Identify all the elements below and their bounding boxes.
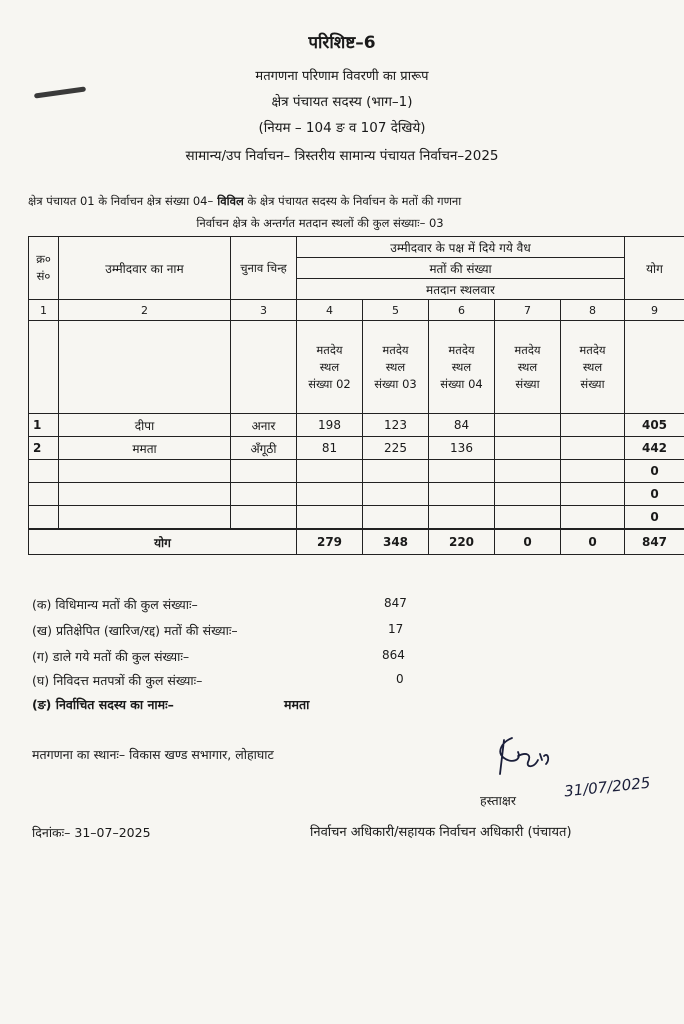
station-header-4: मतदेय स्थल संख्या (495, 321, 561, 414)
station-header-1: मतदेय स्थल संख्या 02 (297, 321, 363, 414)
document-date: दिनांकः– 31–07–2025 (32, 825, 151, 840)
table-row (29, 483, 684, 506)
candidate-symbol: अनार (231, 414, 297, 437)
results-table (28, 236, 684, 555)
table-row: 2 ममता अँगूठी 81 225 136 442 (29, 437, 684, 460)
col-number: 9 (625, 300, 684, 321)
table-row: 1 दीपा अनार 198 123 84 405 (29, 414, 684, 437)
rule-reference: (नियम – 104 ङ व 107 देखिये) (258, 120, 426, 136)
col-number: 7 (495, 300, 561, 321)
intro-text-a: क्षेत्र पंचायत 01 के निर्वाचन क्षेत्र संख्या 04– (28, 194, 214, 208)
row-total: 405 (625, 414, 684, 437)
form-subtitle: मतगणना परिणाम विवरणी का प्रारूप (255, 69, 429, 84)
table-row (29, 506, 684, 530)
summary-elected-label: (ङ) निर्वाचित सदस्य का नामः– (32, 697, 174, 712)
col-number: 2 (59, 300, 231, 321)
candidate-name: ममता (59, 437, 231, 460)
candidate-name: दीपा (59, 414, 231, 437)
appendix-title: परिशिष्ट–6 (308, 33, 376, 53)
station-header-2: मतदेय स्थल संख्या 03 (363, 321, 429, 414)
officer-designation: निर्वाचन अधिकारी/सहायक निर्वाचन अधिकारी (पंचायत) (310, 825, 572, 840)
row-total: 0 (625, 506, 684, 530)
summary-valid-value: 847 (384, 596, 407, 610)
grand-total: 847 (625, 529, 684, 555)
header-stationwise: मतदान स्थलवार (297, 279, 625, 300)
header-candidate: उम्मीदवार का नाम (59, 237, 231, 300)
col-number: 1 (29, 300, 59, 321)
col-number: 5 (363, 300, 429, 321)
intro-line-1 (28, 194, 656, 209)
summary-cast-label: (ग) डाले गये मतों की कुल संख्याः– (32, 649, 190, 664)
counting-venue: मतगणना का स्थानः– विकास खण्ड सभागार, लोहाघाट (32, 747, 274, 762)
col-number: 3 (231, 300, 297, 321)
summary-valid-label: (क) विधिमान्य मतों की कुल संख्याः– (32, 597, 198, 612)
summary-rejected-label: (ख) प्रतिक्षेपित (खारिज/रद्द) मतों की संख्याः– (32, 623, 238, 638)
table-row (29, 460, 684, 483)
intro-line-2: निर्वाचन क्षेत्र के अन्तर्गत मतदान स्थलों की कुल संख्याः– 03 (196, 216, 444, 230)
summary-tendered-label: (घ) निविदत्त मतपत्रों की कुल संख्याः– (32, 673, 203, 688)
row-total: 0 (625, 483, 684, 506)
station-header-3: मतदेय स्थल संख्या 04 (429, 321, 495, 414)
header-valid-votes: उम्मीदवार के पक्ष में दिये गये वैध (297, 237, 625, 258)
totals-row: योग 279 348 220 0 0 847 (29, 529, 684, 555)
header-total: योग (625, 237, 684, 300)
summary-elected-value: ममता (284, 697, 310, 712)
totals-label: योग (29, 529, 297, 555)
col-number: 6 (429, 300, 495, 321)
signature-label: हस्ताक्षर (480, 793, 516, 808)
row-total: 0 (625, 460, 684, 483)
summary-cast-value: 864 (382, 648, 405, 662)
header-symbol: चुनाव चिन्ह (231, 237, 297, 300)
candidate-symbol: अँगूठी (231, 437, 297, 460)
summary-rejected-value: 17 (388, 622, 404, 636)
row-total: 442 (625, 437, 684, 460)
station-header-5: मतदेय स्थल संख्या (561, 321, 625, 414)
signature-mark (482, 730, 562, 790)
signature-date: 31/07/2025 (563, 773, 652, 801)
header-serial: क्र० सं० (29, 237, 59, 300)
header-vote-count: मतों की संख्या (297, 258, 625, 279)
col-number: 4 (297, 300, 363, 321)
col-number: 8 (561, 300, 625, 321)
constituency-name: विविल (213, 194, 244, 208)
election-name: सामान्य/उप निर्वाचन– त्रिस्तरीय सामान्य पंचायत निर्वाचन–2025 (185, 148, 499, 164)
form-part: क्षेत्र पंचायत सदस्य (भाग–1) (271, 94, 413, 110)
intro-text-c: के क्षेत्र पंचायत सदस्य के निर्वाचन के मतों की गणना (243, 194, 462, 208)
summary-tendered-value: 0 (396, 672, 404, 686)
